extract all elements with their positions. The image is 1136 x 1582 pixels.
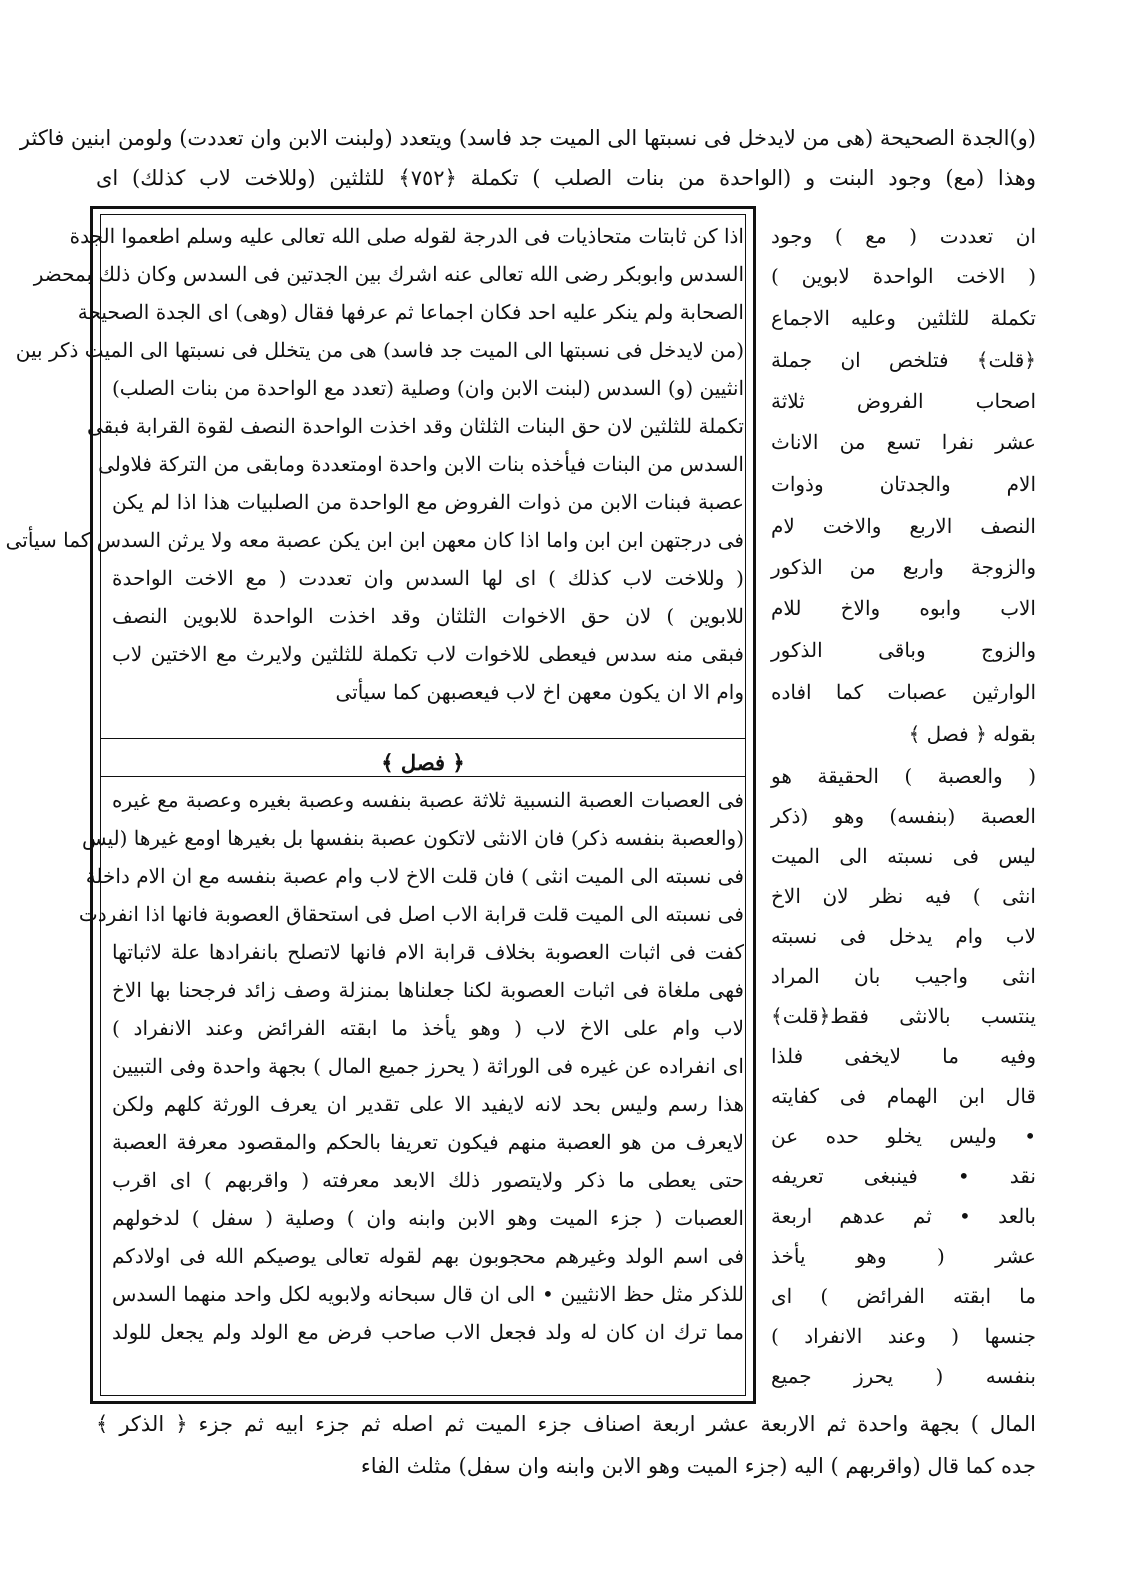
box-line: تكملة للثلثين لان حق البنات الثلثان وقد اخذت الواحدة النصف لقوة القرابة فبقى	[86, 414, 744, 438]
box-line: العصبات ( جزء الميت وهو الابن وابنه وان ) وصلية ( سفل ) لدخولهم	[112, 1206, 744, 1230]
side-line: انثى ) فيه نظر لان الاخ	[771, 884, 1036, 908]
side-line: بنفسه ( يحرز جميع	[771, 1364, 1036, 1388]
box-line: اذا كن ثابتات متحاذيات فى الدرجة لقوله صلى الله تعالى عليه وسلم اطعموا الجدة	[69, 224, 744, 248]
side-line: الام والجدتان وذوات	[771, 472, 1036, 496]
bottom-line: المال ) بجهة واحدة ثم الاربعة عشر اربعة اصناف جزء الميت ثم اصله ثم جزء ابيه ثم جزء ﴿ الذكر ﴾	[96, 1412, 1036, 1436]
side-line: تكملة للثلثين وعليه الاجماع	[771, 306, 1036, 330]
side-line: ما ابقته الفرائض ) اى	[771, 1284, 1036, 1308]
side-line: انثى واجيب بان المراد	[771, 964, 1036, 988]
box-line: انثيين (و) السدس (لبنت الابن وان) وصلية (تعدد مع الواحدة من بنات الصلب)	[112, 376, 744, 400]
box-line: عصبة فبنات الابن من ذوات الفروض مع الواحدة من الصلبيات هذا اذا لم يكن	[112, 490, 744, 514]
side-line: • وليس يخلو حده عن	[771, 1124, 1036, 1148]
side-line: لاب وام يدخل فى نسبته	[771, 924, 1036, 948]
box-line: مما ترك ان كان له ولد فجعل الاب صاحب فرض مع الولد ولم يجعل للولد	[112, 1320, 744, 1344]
box-line: فى العصبات العصبة النسبية ثلاثة عصبة بنفسه وعصبة بغيره وعصبة مع غيره	[112, 788, 744, 812]
box-line: للذكر مثل حظ الانثيين • الى ان قال سبحانه ولابويه لكل واحد منهما السدس	[112, 1282, 744, 1306]
box-line: السدس وابوبكر رضى الله تعالى عنه اشرك بين الجدتين فى السدس وكان ذلك بمحضر	[33, 262, 744, 286]
box-line: هذا رسم وليس بحد لانه لايفيد الا على تقدير ان يعرف الورثة كلهم ولكن	[112, 1092, 744, 1116]
fasl-heading: ﴿ فصل ﴾	[381, 750, 465, 775]
box-line: ( وللاخت لاب كذلك ) اى لها السدس وان تعددت ( مع الاخت الواحدة	[112, 566, 744, 590]
side-line: قال ابن الهمام فى كفايته	[771, 1084, 1036, 1108]
box-line: للابوين ) لان حق الاخوات الثلثان وقد اخذت الواحدة للابوين النصف	[112, 604, 745, 628]
box-line: فى نسبته الى الميت انثى ) فان قلت الاخ لاب وام عصبة بنفسه مع ان الام داخلة	[85, 864, 744, 888]
side-line: الاب وابوه والاخ للام	[771, 596, 1036, 620]
side-line: العصبة (بنفسه) وهو (ذكر	[771, 804, 1036, 828]
box-line: (والعصبة بنفسه ذكر) فان الانثى لاتكون عصبة بنفسها بل بغيرها اومع غيرها (ليس	[81, 826, 744, 850]
fasl-divider-top	[100, 738, 746, 739]
side-line: ينتسب بالانثى فقط﴿قلت﴾	[771, 1004, 1036, 1028]
box-line: فى نسبته الى الميت قلت قرابة الاب اصل فى استحقاق العصوبة فانها اذا انفردت	[78, 902, 744, 926]
side-line: النصف الاربع والاخت لام	[771, 514, 1036, 538]
top-line: (و)الجدة الصحيحة (هى من لايدخل فى نسبتها الى الميت جد فاسد) ويتعدد (ولبنت الابن وان تعددت) ولومن ابنين فاكثر	[19, 126, 1036, 150]
side-line: بقوله ﴿ فصل ﴾	[908, 722, 1036, 746]
box-line: فى اسم الولد وغيرهم محجوبون بهم لقوله تعالى يوصيكم الله فى اولادكم	[112, 1244, 744, 1268]
box-line: لايعرف من هو العصبة منهم فيكون تعريفا بالحكم والمقصود معرفة العصبة	[112, 1130, 744, 1154]
box-line: لاب وام على الاخ لاب ( وهو يأخذ ما ابقته الفرائض وعند الانفراد )	[112, 1016, 744, 1040]
bottom-line: جده كما قال (واقربهم ) اليه (جزء الميت وهو الابن وابنه وان سفل) مثلث الفاء	[360, 1454, 1036, 1478]
side-line: عشر نفرا تسع من الاناث	[771, 430, 1036, 454]
box-line: السدس من البنات فيأخذه بنات الابن واحدة اومتعددة ومابقى من التركة فلاولى	[98, 452, 744, 476]
side-line: ﴿قلت﴾ فتلخص ان جملة	[771, 348, 1036, 372]
box-line: فهى ملغاة فى اثبات العصوبة لكنا جعلناها بمنزلة وصف زائد فرجحنا بها الاخ	[112, 978, 744, 1002]
side-line: عشر ( وهو يأخذ	[771, 1244, 1036, 1268]
side-line: وفيه ما لايخفى فلذا	[771, 1044, 1036, 1068]
box-line: فى درجتهن ابن ابن واما اذا كان معهن ابن ابن يكن عصبة معه ولا يرثن السدس كما سيأتى	[5, 528, 744, 552]
side-line: ان تعددت ( مع ) وجود	[771, 224, 1036, 248]
box-line: وام الا ان يكون معهن اخ لاب فيعصبهن كما سيأتى	[335, 680, 744, 704]
box-line: حتى يعطى ما ذكر ولايتصور ذلك الابعد معرفته ( واقربهم ) اى اقرب	[112, 1168, 744, 1192]
side-line: والزوجة واربع من الذكور	[771, 555, 1036, 579]
side-line: جنسها ( وعند الانفراد )	[771, 1324, 1036, 1348]
box-line: كفت فى اثبات العصوبة بخلاف قرابة الام فانها لاتصلح بانفرادها علة لاثباتها	[112, 940, 744, 964]
box-line: فبقى منه سدس فيعطى للاخوات لاب تكملة للثلثين ولايرث مع الاختين لاب	[112, 642, 744, 666]
box-line: اى انفراده عن غيره فى الوراثة ( يحرز جميع المال ) بجهة واحدة وفى التبيين	[112, 1054, 744, 1078]
box-line: (من لايدخل فى نسبتها الى الميت جد فاسد) هى من يتخلل فى نسبتها الى الميت ذكر بين	[15, 338, 744, 362]
side-line: والزوج وباقى الذكور	[771, 638, 1036, 662]
fasl-divider-bottom	[100, 776, 746, 777]
side-line: ( الاخت الواحدة لابوين )	[771, 264, 1036, 288]
side-line: ليس فى نسبته الى الميت	[771, 844, 1036, 868]
side-line: الوارثين عصبات كما افاده	[771, 680, 1036, 704]
side-line: اصحاب الفروض ثلاثة	[771, 389, 1036, 413]
side-line: نقد • فينبغى تعريفه	[771, 1164, 1036, 1188]
side-line: ( والعصبة ) الحقيقة هو	[771, 764, 1036, 788]
side-line: بالعد • ثم عدهم اربعة	[771, 1204, 1036, 1228]
top-line: وهذا (مع) وجود البنت و (الواحدة من بنات الصلب ) تكملة ﴿٧٥٢﴾ للثلثين (وللاخت لاب كذلك) اى	[96, 166, 1036, 190]
box-line: الصحابة ولم ينكر عليه احد فكان اجماعا ثم عرفها فقال (وهى) اى الجدة الصحيحة	[77, 300, 744, 324]
